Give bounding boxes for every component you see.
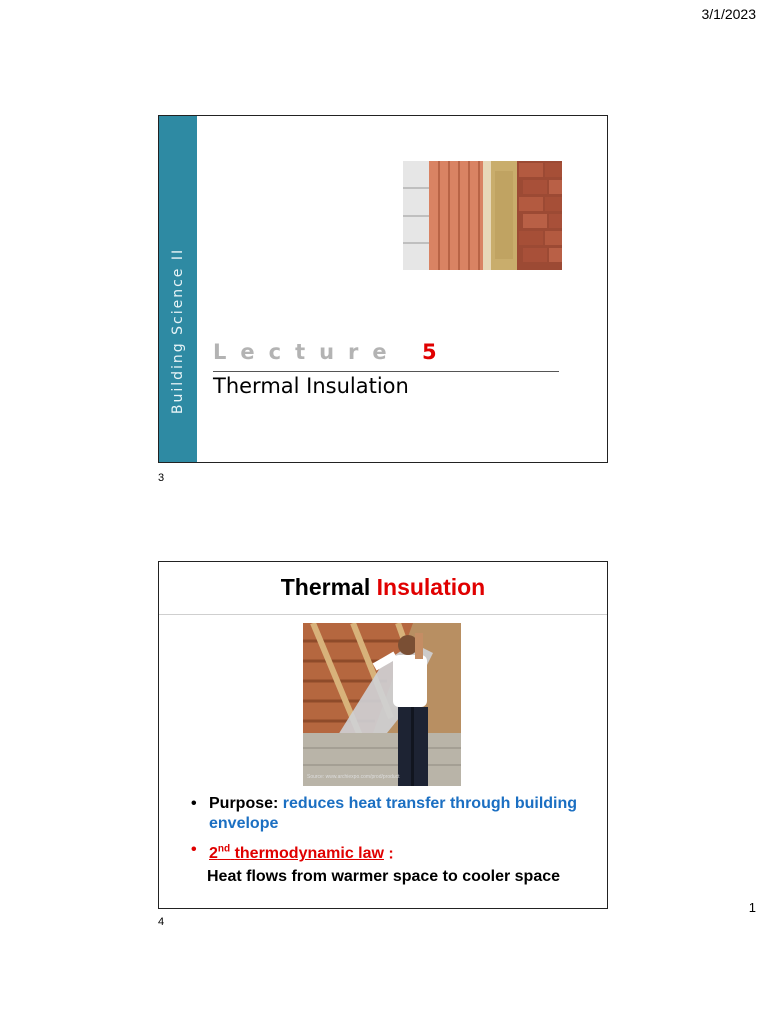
lecture-number: 5	[421, 340, 437, 364]
purpose-label: Purpose:	[209, 795, 279, 812]
slide-title: Thermal Insulation	[213, 374, 409, 398]
slide-title	[159, 574, 607, 601]
slide-number: 4	[158, 916, 165, 928]
law-name: thermodynamic law	[234, 845, 384, 863]
slide-number: 3	[158, 472, 165, 484]
wall-layers-image	[403, 161, 562, 270]
page-number: 1	[748, 900, 756, 915]
bullet-list	[191, 794, 606, 886]
title-divider	[159, 614, 607, 615]
law-text	[209, 845, 384, 862]
slide-3	[158, 115, 608, 463]
title-black: Thermal	[280, 574, 371, 600]
lecture-label	[213, 340, 437, 364]
law-colon: :	[388, 845, 394, 863]
document-date: 3/1/2023	[701, 6, 756, 22]
image-caption: Source: www.archiexpo.com/prod/product	[307, 774, 400, 780]
bullet-dot: •	[191, 795, 197, 812]
bullet-purpose	[191, 794, 606, 834]
attic-insulation-photo	[303, 623, 461, 786]
law-explanation: Heat flows from warmer space to cooler space	[207, 868, 561, 886]
side-band-text: Building Science II	[170, 247, 186, 415]
slide-4	[158, 561, 608, 909]
law-ordinal: 2	[209, 845, 218, 863]
bullet-text	[209, 794, 606, 834]
bullet-text	[209, 840, 394, 864]
purpose-text: reduces heat transfer through building envelope	[209, 795, 578, 832]
bullet-law	[191, 840, 606, 864]
lecture-word: Lecture	[213, 340, 401, 364]
bullet-dot: •	[191, 841, 197, 858]
title-divider	[213, 371, 559, 372]
law-ordinal-suffix: nd	[217, 844, 231, 855]
side-band	[159, 116, 197, 462]
title-red: Insulation	[376, 574, 486, 600]
